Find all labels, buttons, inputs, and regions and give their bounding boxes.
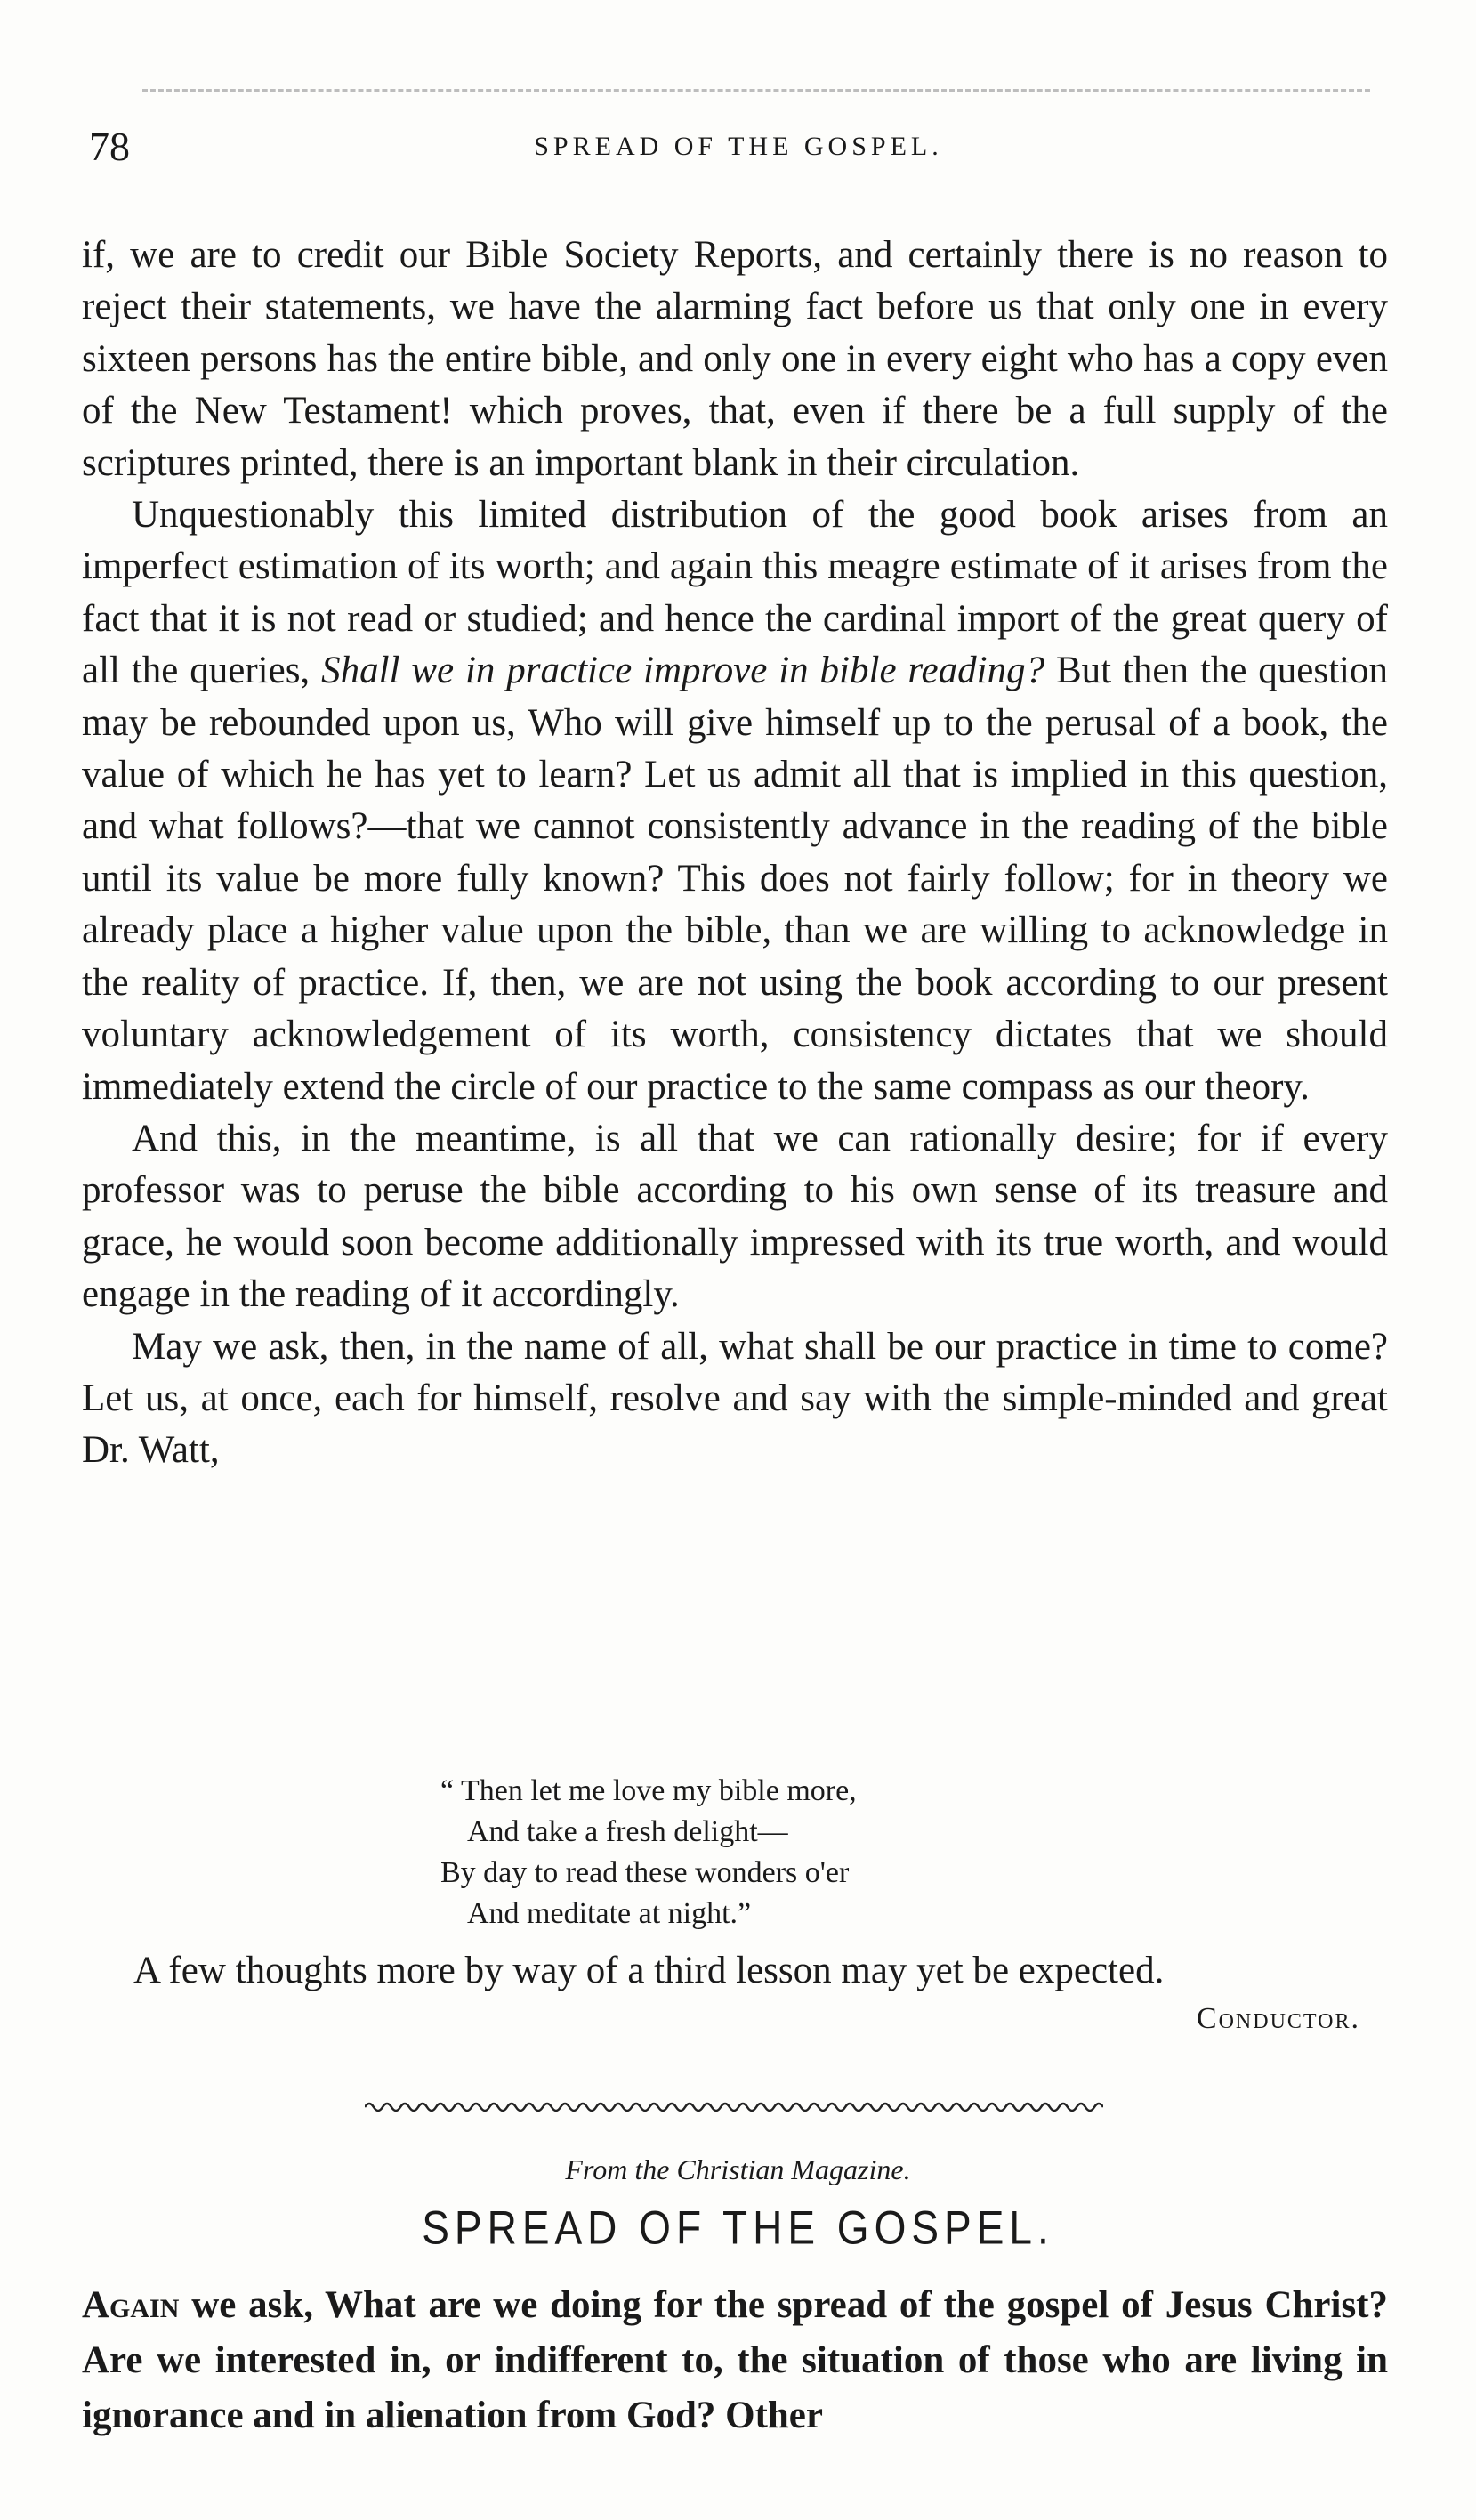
next-article-text: we ask, What are we doing for the spread of the gospel of Jesus Christ? Are we interested in, or indifferent to, the situation of those who are living in ignorance and in alienation from God? Other	[82, 2284, 1388, 2436]
poem-line-2: And take a fresh delight—	[467, 1815, 788, 1848]
poem-line-3: By day to read these wonders o'er	[440, 1856, 850, 1889]
source-credit: From the Christian Magazine.	[565, 2153, 911, 2185]
author-signature: Conductor.	[1196, 2002, 1360, 2035]
poem-quotation	[440, 1771, 857, 1934]
paragraph-4: May we ask, then, in the name of all, what shall be our practice in time to come? Let us, at once, each for himself, resolve and say with the simple-minded and great Dr. Watt,	[82, 1325, 1388, 1472]
section-title: SPREAD OF THE GOSPEL.	[422, 2201, 1054, 2254]
paragraph-2-italic-query: Shall we in practice improve in bible reading?	[321, 650, 1045, 692]
running-title: SPREAD OF THE GOSPEL.	[534, 132, 943, 161]
running-head	[89, 123, 1388, 176]
page-number: 78	[89, 124, 130, 169]
closing-line: A few thoughts more by way of a third lesson may yet be expected.	[133, 1950, 1165, 1991]
article-body	[82, 230, 1388, 1477]
paragraph-2-text-a: Unquestionably this limited distribution of the good book arises from an imperfect estimation of its worth; and again this meagre estimate of it arises from the fact that it is not read or studied; and hence the cardinal import of the great query of all the queries,	[82, 494, 1388, 692]
next-article-paragraph	[82, 2278, 1388, 2443]
wavy-divider	[365, 2098, 1103, 2116]
paragraph-2	[82, 489, 1388, 1113]
lead-word: Again	[82, 2284, 180, 2326]
poem-line-4: And meditate at night.”	[467, 1897, 752, 1930]
paragraph-1: if, we are to credit our Bible Society Reports, and certainly there is no reason to reject their statements, we have the alarming fact before us that only one in every sixteen persons has the entire bible, and only one in every eight who has a copy even of the New Testament! which proves, that, even if there be a full supply of the scriptures printed, there is an important blank in their circulation.	[82, 234, 1388, 484]
paragraph-3: And this, in the meantime, is all that we can rationally desire; for if every professor was to peruse the bible according to his own sense of its treasure and grace, he would soon become additionally impressed with its true worth, and would engage in the reading of it accordingly.	[82, 1117, 1388, 1316]
poem-line-1: “ Then let me love my bible more,	[440, 1774, 857, 1807]
paragraph-2-text-b: But then the question may be rebounded upon us, Who will give himself up to the perusal of a book, the value of which he has yet to learn? Let us admit all that is implied in this question, and what follows?—that we cannot consistently advance in the reading of the bible until its value be more fully known? This does not fairly follow; for in theory we already place a higher value upon the bible, than we are willing to acknowledge in the reality of practice. If, then, we are not using the book according to our present voluntary acknowledgement of its worth, consistency dictates that we should immediately extend the circle of our practice to the same compass as our theory.	[82, 650, 1388, 1108]
top-rule	[142, 89, 1370, 92]
